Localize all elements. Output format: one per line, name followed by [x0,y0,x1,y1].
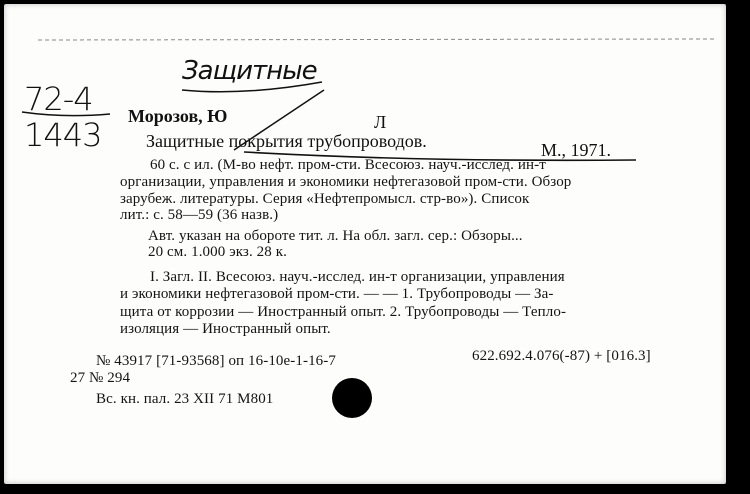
author-initial-letter: Л [374,112,387,132]
book-title: Защитные покрытия трубопроводов. [146,131,427,151]
handwritten-subject-word: Защитные [182,56,317,86]
handwritten-subject-underline [182,82,322,92]
catalog-card [4,4,726,484]
description-line: лит.: с. 58—59 (36 назв.) [120,207,279,223]
tracing-line: I. Загл. II. Всесоюз. науч.-исслед. ин-т организации, управления [150,269,565,285]
shelfmark-underline [22,112,110,116]
description-line: организации, управления и экономики нефтегазовой пром-сти. Обзор [120,174,572,190]
title-underline [244,152,636,160]
tracing-line: и экономики нефтегазовой пром-сти. — — 1. Трубопроводы — За- [120,286,554,302]
description-line: 60 с. с ил. (М-во нефт. пром-сти. Всесоюз. науч.-исслед. ин-т [150,157,546,173]
note-line: 20 см. 1.000 экз. 28 к. [148,244,287,260]
handwritten-shelfmark-line-1: 72-4 [24,80,93,118]
card-markings [4,4,726,484]
tracing-line: щита от коррозии — Иностранный опыт. 2. Трубопроводы — Тепло- [120,304,567,320]
punch-hole [332,378,372,418]
handwritten-diagonal-stroke [234,90,324,150]
description-line: зарубеж. литературы. Серия «Нефтепромысл. стр-во»). Список [120,191,530,207]
registration-number-line: № 43917 [71-93568] оп 16-10е-1-16-7 [96,353,336,369]
handwritten-shelfmark-line-2: 1443 [24,116,102,154]
note-line: Авт. указан на обороте тит. л. На обл. загл. сер.: Обзоры... [148,228,523,244]
registration-number-line-2: 27 № 294 [70,370,131,386]
place-and-year: М., 1971. [541,140,612,160]
udc-classification: 622.692.4.076(-87) + [016.3] [472,348,651,364]
top-rule [38,39,714,40]
author-name: Морозов, Ю [128,106,228,126]
tracing-line: изоляция — Иностранный опыт. [120,321,331,337]
book-chamber-line: Вс. кн. пал. 23 XII 71 М801 [96,391,274,407]
